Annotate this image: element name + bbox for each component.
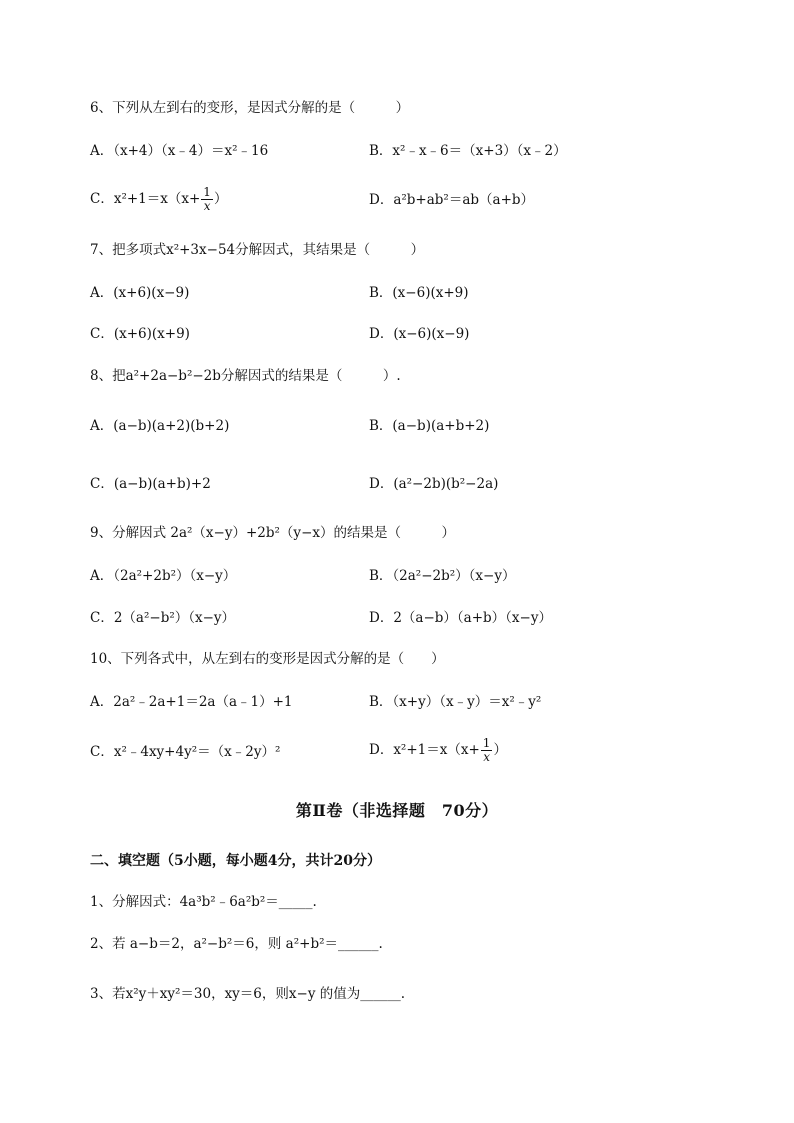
question-9-option-b: B．（2a²−2b²）（x−y） bbox=[369, 568, 516, 584]
fraction bbox=[481, 737, 493, 764]
fraction-numerator: 1 bbox=[203, 185, 211, 199]
question-7-option-c: C．(x+6)(x+9) bbox=[90, 326, 190, 342]
question-10-option-b: B．（x+y）（x﹣y）＝x²﹣y² bbox=[369, 694, 542, 710]
question-8-option-a: A．(a−b)(a+2)(b+2) bbox=[90, 418, 230, 434]
question-6-option-c-suffix: ） bbox=[213, 191, 228, 207]
fraction bbox=[201, 186, 213, 213]
question-6-option-c-prefix: C．x²+1＝x（x+ bbox=[90, 191, 201, 207]
question-8-option-c: C．(a−b)(a+b)+2 bbox=[90, 476, 211, 492]
question-9-option-a: A．（2a²+2b²）（x−y） bbox=[90, 568, 237, 584]
question-8-option-b: B．(a−b)(a+b+2) bbox=[369, 418, 490, 434]
question-10-option-d bbox=[369, 737, 507, 764]
question-10-option-c: C．x²﹣4xy+4y²＝（x﹣2y）² bbox=[90, 744, 281, 760]
question-7-option-b: B．(x−6)(x+9) bbox=[369, 285, 469, 301]
question-9-stem: 9、分解因式 2a²（x−y）+2b²（y−x）的结果是（ ） bbox=[90, 525, 455, 541]
question-6-option-b: B．x²﹣x﹣6＝（x+3）（x﹣2） bbox=[369, 143, 567, 159]
question-6-option-a: A．（x+4）（x﹣4）＝x²﹣16 bbox=[90, 143, 269, 159]
question-8-option-d: D．(a²−2b)(b²−2a) bbox=[369, 476, 499, 492]
question-10-stem: 10、下列各式中，从左到右的变形是因式分解的是（ ） bbox=[90, 651, 445, 667]
fill-in-question-3: 3、若x²y＋xy²＝30，xy＝6，则x−y 的值为______. bbox=[90, 986, 406, 1002]
fraction-denominator: x bbox=[483, 750, 490, 764]
question-9-option-d: D．2（a−b）（a+b）（x−y） bbox=[369, 610, 552, 626]
fraction-numerator: 1 bbox=[482, 736, 491, 750]
question-9-option-c: C．2（a²−b²）（x−y） bbox=[90, 610, 236, 626]
part-title: 二、填空题（5小题，每小题4分，共计20分） bbox=[90, 853, 381, 869]
question-7-option-a: A．(x+6)(x−9) bbox=[90, 285, 190, 301]
question-7-option-d: D．(x−6)(x−9) bbox=[369, 326, 470, 342]
fill-in-question-2: 2、若 a−b＝2，a²−b²＝6，则 a²+b²＝______. bbox=[90, 936, 383, 952]
fill-in-question-1: 1、分解因式：4a³b²﹣6a²b²＝_____. bbox=[90, 894, 317, 910]
question-7-stem: 7、把多项式x²+3x−54分解因式，其结果是（ ） bbox=[90, 242, 425, 258]
fraction-denominator: x bbox=[203, 199, 211, 213]
section-title: 第Ⅱ卷（非选择题 70分） bbox=[295, 801, 499, 820]
question-6-option-d: D．a²b+ab²＝ab（a+b） bbox=[369, 192, 535, 208]
question-6-option-c bbox=[90, 186, 227, 213]
question-10-option-d-suffix: ） bbox=[493, 742, 507, 758]
question-10-option-a: A．2a²﹣2a+1＝2a（a﹣1）+1 bbox=[90, 694, 293, 710]
question-10-option-d-prefix: D．x²+1＝x（x+ bbox=[369, 742, 480, 758]
question-6-stem: 6、下列从左到右的变形，是因式分解的是（ ） bbox=[90, 100, 410, 116]
question-8-stem: 8、把a²+2a−b²−2b分解因式的结果是（ ）. bbox=[90, 368, 401, 384]
